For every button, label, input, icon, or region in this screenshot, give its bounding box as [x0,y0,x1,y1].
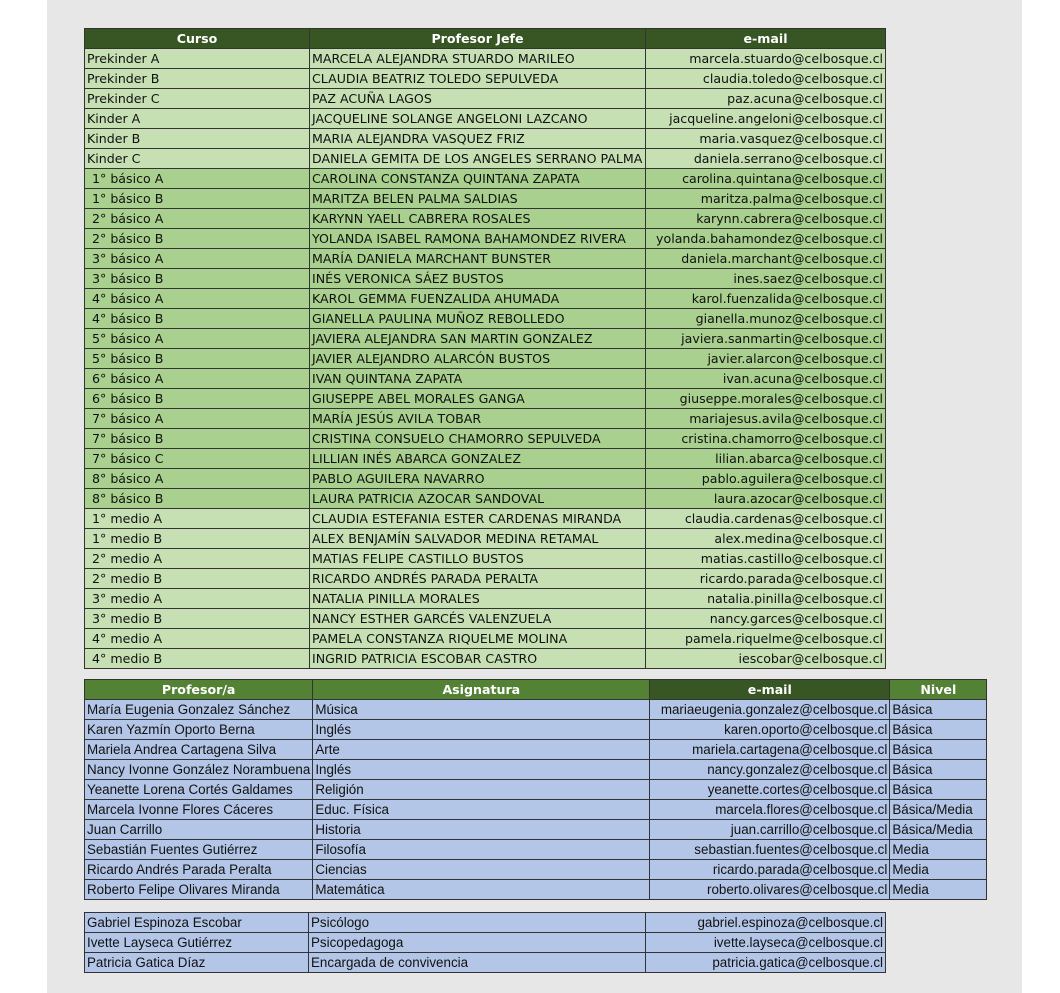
table-row [85,800,987,820]
profesor-jefe-cell[interactable]: LAURA PATRICIA AZOCAR SANDOVAL [310,489,646,509]
email-cell[interactable]: javiera.sanmartin@celbosque.cl [646,329,886,349]
email-cell[interactable]: ricardo.parada@celbosque.cl [646,569,886,589]
table-row [85,229,886,249]
header-asignatura[interactable]: Asignatura [313,680,650,700]
header-profesor-jefe[interactable]: Profesor Jefe [310,29,646,49]
table-row [85,569,886,589]
profesor-jefe-cell[interactable]: JAVIERA ALEJANDRA SAN MARTIN GONZALEZ [310,329,646,349]
profesor-jefe-cell[interactable]: KARYNN YAELL CABRERA ROSALES [310,209,646,229]
table-row [85,409,886,429]
table-row [85,589,886,609]
email-cell[interactable]: mariela.cartagena@celbosque.cl [650,740,890,760]
table-row [85,449,886,469]
email-cell[interactable]: jacqueline.angeloni@celbosque.cl [646,109,886,129]
profesora-cell[interactable]: Karen Yazmín Oporto Berna [85,720,313,740]
curso-cell[interactable]: 4° medio B [85,649,310,669]
table-row [85,780,987,800]
curso-cell[interactable]: 3° básico B [85,269,310,289]
email-cell[interactable]: mariaeugenia.gonzalez@celbosque.cl [650,700,890,720]
email-cell[interactable]: karol.fuenzalida@celbosque.cl [646,289,886,309]
table-row [85,429,886,449]
nivel-cell[interactable]: Media [890,860,987,880]
curso-cell[interactable]: Prekinder C [85,89,310,109]
asignatura-cell[interactable]: Educ. Física [313,800,650,820]
curso-cell[interactable]: Kinder B [85,129,310,149]
table-row [85,189,886,209]
email-cell[interactable]: nancy.gonzalez@celbosque.cl [650,760,890,780]
nivel-cell[interactable]: Básica [890,780,987,800]
profesor-jefe-cell[interactable]: KAROL GEMMA FUENZALIDA AHUMADA [310,289,646,309]
email-cell[interactable]: iescobar@celbosque.cl [646,649,886,669]
profesor-jefe-cell[interactable]: GIANELLA PAULINA MUÑOZ REBOLLEDO [310,309,646,329]
profesor-jefe-cell[interactable]: MATIAS FELIPE CASTILLO BUSTOS [310,549,646,569]
curso-cell[interactable]: 8° básico B [85,489,310,509]
email-cell[interactable]: maritza.palma@celbosque.cl [646,189,886,209]
email-cell[interactable]: carolina.quintana@celbosque.cl [646,169,886,189]
email-cell[interactable]: giuseppe.morales@celbosque.cl [646,389,886,409]
profesor-jefe-cell[interactable]: MARITZA BELEN PALMA SALDIAS [310,189,646,209]
curso-cell[interactable]: Prekinder A [85,49,310,69]
header-curso[interactable]: Curso [85,29,310,49]
table-row [85,129,886,149]
curso-cell[interactable]: 3° básico A [85,249,310,269]
table-row [85,529,886,549]
nivel-cell[interactable]: Media [890,840,987,860]
email-cell[interactable]: marcela.stuardo@celbosque.cl [646,49,886,69]
email-cell[interactable]: matias.castillo@celbosque.cl [646,549,886,569]
email-cell[interactable]: gabriel.espinoza@celbosque.cl [646,913,886,933]
profesor-jefe-cell[interactable]: IVAN QUINTANA ZAPATA [310,369,646,389]
cargo-cell[interactable]: Psicopedagoga [309,933,646,953]
table-row [85,549,886,569]
table-row [85,89,886,109]
curso-cell[interactable]: 2° medio B [85,569,310,589]
email-cell[interactable]: roberto.olivares@celbosque.cl [650,880,890,900]
table-row [85,469,886,489]
curso-cell[interactable]: 1° básico B [85,189,310,209]
curso-cell[interactable]: 7° básico A [85,409,310,429]
email-cell[interactable]: claudia.toledo@celbosque.cl [646,69,886,89]
profesor-jefe-cell[interactable]: ALEX BENJAMÍN SALVADOR MEDINA RETAMAL [310,529,646,549]
table-row [85,860,987,880]
table-row [85,309,886,329]
profesor-jefe-cell[interactable]: NANCY ESTHER GARCÉS VALENZUELA [310,609,646,629]
table-row [85,249,886,269]
email-cell[interactable]: yeanette.cortes@celbosque.cl [650,780,890,800]
asignatura-cell[interactable]: Inglés [313,760,650,780]
profesor-jefe-cell[interactable]: YOLANDA ISABEL RAMONA BAHAMONDEZ RIVERA [310,229,646,249]
profesora-cell[interactable]: Nancy Ivonne González Norambuena [85,760,313,780]
profesora-cell[interactable]: María Eugenia Gonzalez Sánchez [85,700,313,720]
email-cell[interactable]: pamela.riquelme@celbosque.cl [646,629,886,649]
table-row [85,880,987,900]
profesor-jefe-cell[interactable]: MARIA ALEJANDRA VASQUEZ FRIZ [310,129,646,149]
cargo-cell[interactable]: Encargada de convivencia [309,953,646,973]
curso-cell[interactable]: 4° básico B [85,309,310,329]
profesor-jefe-cell[interactable]: NATALIA PINILLA MORALES [310,589,646,609]
profesor-jefe-cell[interactable]: PABLO AGUILERA NAVARRO [310,469,646,489]
curso-cell[interactable]: 4° medio A [85,629,310,649]
table-row [85,740,987,760]
profesores-jefe-table [84,28,886,669]
curso-cell[interactable]: 2° básico A [85,209,310,229]
apoyo-table [84,912,886,973]
curso-cell[interactable]: 1° medio B [85,529,310,549]
table-row [85,820,987,840]
table-row [85,49,886,69]
email-cell[interactable]: ricardo.parada@celbosque.cl [650,860,890,880]
curso-cell[interactable]: 8° básico A [85,469,310,489]
curso-cell[interactable]: Prekinder B [85,69,310,89]
table-row [85,649,886,669]
email-cell[interactable]: gianella.munoz@celbosque.cl [646,309,886,329]
curso-cell[interactable]: Kinder A [85,109,310,129]
email-cell[interactable]: lilian.abarca@celbosque.cl [646,449,886,469]
table-row [85,109,886,129]
table-row [85,389,886,409]
email-cell[interactable]: ivan.acuna@celbosque.cl [646,369,886,389]
table-row [85,269,886,289]
nombre-cell[interactable]: Ivette Layseca Gutiérrez [85,933,309,953]
table-row [85,700,987,720]
table-row [85,169,886,189]
profesor-jefe-cell[interactable]: MARÍA JESÚS AVILA TOBAR [310,409,646,429]
profesora-cell[interactable]: Sebastián Fuentes Gutiérrez [85,840,313,860]
header-row [85,29,886,49]
email-cell[interactable]: nancy.garces@celbosque.cl [646,609,886,629]
table-row [85,760,987,780]
nombre-cell[interactable]: Patricia Gatica Díaz [85,953,309,973]
asignatura-cell[interactable]: Historia [313,820,650,840]
header-profesora[interactable]: Profesor/a [85,680,313,700]
profesor-jefe-cell[interactable]: JAVIER ALEJANDRO ALARCÓN BUSTOS [310,349,646,369]
email-cell[interactable]: yolanda.bahamondez@celbosque.cl [646,229,886,249]
nombre-cell[interactable]: Gabriel Espinoza Escobar [85,913,309,933]
email-cell[interactable]: juan.carrillo@celbosque.cl [650,820,890,840]
curso-cell[interactable]: 4° básico A [85,289,310,309]
profesor-jefe-cell[interactable]: RICARDO ANDRÉS PARADA PERALTA [310,569,646,589]
profesor-jefe-cell[interactable]: LILLIAN INÉS ABARCA GONZALEZ [310,449,646,469]
table-row [85,609,886,629]
email-cell[interactable]: daniela.marchant@celbosque.cl [646,249,886,269]
profesor-jefe-cell[interactable]: MARÍA DANIELA MARCHANT BUNSTER [310,249,646,269]
email-cell[interactable]: daniela.serrano@celbosque.cl [646,149,886,169]
email-cell[interactable]: ivette.layseca@celbosque.cl [646,933,886,953]
curso-cell[interactable]: 1° medio A [85,509,310,529]
profesor-jefe-cell[interactable]: INÉS VERONICA SÁEZ BUSTOS [310,269,646,289]
nivel-cell[interactable]: Media [890,880,987,900]
table-row [85,149,886,169]
profesor-jefe-cell[interactable]: INGRID PATRICIA ESCOBAR CASTRO [310,649,646,669]
curso-cell[interactable]: 2° básico B [85,229,310,249]
asignaturas-table [84,679,987,900]
nivel-cell[interactable]: Básica/Media [890,820,987,840]
email-cell[interactable]: mariajesus.avila@celbosque.cl [646,409,886,429]
table-row [85,489,886,509]
table-row [85,629,886,649]
profesora-cell[interactable]: Roberto Felipe Olivares Miranda [85,880,313,900]
table-row [85,289,886,309]
table-row [85,509,886,529]
email-cell[interactable]: ines.saez@celbosque.cl [646,269,886,289]
curso-cell[interactable]: 6° básico B [85,389,310,409]
asignatura-cell[interactable]: Arte [313,740,650,760]
profesor-jefe-cell[interactable]: CLAUDIA ESTEFANIA ESTER CARDENAS MIRANDA [310,509,646,529]
asignatura-cell[interactable]: Matemática [313,880,650,900]
profesor-jefe-cell[interactable]: GIUSEPPE ABEL MORALES GANGA [310,389,646,409]
nivel-cell[interactable]: Básica [890,760,987,780]
email-cell[interactable]: natalia.pinilla@celbosque.cl [646,589,886,609]
table-row [85,349,886,369]
email-cell[interactable]: laura.azocar@celbosque.cl [646,489,886,509]
email-cell[interactable]: marcela.flores@celbosque.cl [650,800,890,820]
curso-cell[interactable]: 3° medio A [85,589,310,609]
profesora-cell[interactable]: Ricardo Andrés Parada Peralta [85,860,313,880]
nivel-cell[interactable]: Básica [890,740,987,760]
asignatura-cell[interactable]: Ciencias [313,860,650,880]
cargo-cell[interactable]: Psicólogo [309,913,646,933]
email-cell[interactable]: maria.vasquez@celbosque.cl [646,129,886,149]
table-row [85,209,886,229]
asignatura-cell[interactable]: Religión [313,780,650,800]
email-cell[interactable]: javier.alarcon@celbosque.cl [646,349,886,369]
curso-cell[interactable]: 7° básico C [85,449,310,469]
email-cell[interactable]: cristina.chamorro@celbosque.cl [646,429,886,449]
email-cell[interactable]: claudia.cardenas@celbosque.cl [646,509,886,529]
table-row [85,933,886,953]
table-row [85,720,987,740]
asignatura-cell[interactable]: Filosofía [313,840,650,860]
profesor-jefe-cell[interactable]: PAZ ACUÑA LAGOS [310,89,646,109]
email-cell[interactable]: patricia.gatica@celbosque.cl [646,953,886,973]
asignatura-cell[interactable]: Música [313,700,650,720]
curso-cell[interactable]: 5° básico A [85,329,310,349]
header-email[interactable]: e-mail [650,680,890,700]
curso-cell[interactable]: 5° básico B [85,349,310,369]
table-row [85,69,886,89]
email-cell[interactable]: karynn.cabrera@celbosque.cl [646,209,886,229]
curso-cell[interactable]: 6° básico A [85,369,310,389]
nivel-cell[interactable]: Básica/Media [890,800,987,820]
asignatura-cell[interactable]: Inglés [313,720,650,740]
profesora-cell[interactable]: Yeanette Lorena Cortés Galdames [85,780,313,800]
header-row [85,680,987,700]
email-cell[interactable]: paz.acuna@celbosque.cl [646,89,886,109]
profesora-cell[interactable]: Marcela Ivonne Flores Cáceres [85,800,313,820]
curso-cell[interactable]: 3° medio B [85,609,310,629]
curso-cell[interactable]: 2° medio A [85,549,310,569]
table-row [85,913,886,933]
profesor-jefe-cell[interactable]: CAROLINA CONSTANZA QUINTANA ZAPATA [310,169,646,189]
table-row [85,953,886,973]
email-cell[interactable]: karen.oporto@celbosque.cl [650,720,890,740]
profesor-jefe-cell[interactable]: DANIELA GEMITA DE LOS ANGELES SERRANO PALMA [310,149,646,169]
header-nivel[interactable]: Nivel [890,680,987,700]
email-cell[interactable]: sebastian.fuentes@celbosque.cl [650,840,890,860]
table-row [85,369,886,389]
curso-cell[interactable]: 7° básico B [85,429,310,449]
profesor-jefe-cell[interactable]: CRISTINA CONSUELO CHAMORRO SEPULVEDA [310,429,646,449]
profesora-cell[interactable]: Mariela Andrea Cartagena Silva [85,740,313,760]
email-cell[interactable]: pablo.aguilera@celbosque.cl [646,469,886,489]
email-cell[interactable]: alex.medina@celbosque.cl [646,529,886,549]
profesor-jefe-cell[interactable]: JACQUELINE SOLANGE ANGELONI LAZCANO [310,109,646,129]
profesora-cell[interactable]: Juan Carrillo [85,820,313,840]
table-row [85,840,987,860]
curso-cell[interactable]: 1° básico A [85,169,310,189]
profesor-jefe-cell[interactable]: PAMELA CONSTANZA RIQUELME MOLINA [310,629,646,649]
table-row [85,329,886,349]
profesor-jefe-cell[interactable]: MARCELA ALEJANDRA STUARDO MARILEO [310,49,646,69]
curso-cell[interactable]: Kinder C [85,149,310,169]
header-email[interactable]: e-mail [646,29,886,49]
profesor-jefe-cell[interactable]: CLAUDIA BEATRIZ TOLEDO SEPULVEDA [310,69,646,89]
nivel-cell[interactable]: Básica [890,720,987,740]
nivel-cell[interactable]: Básica [890,700,987,720]
